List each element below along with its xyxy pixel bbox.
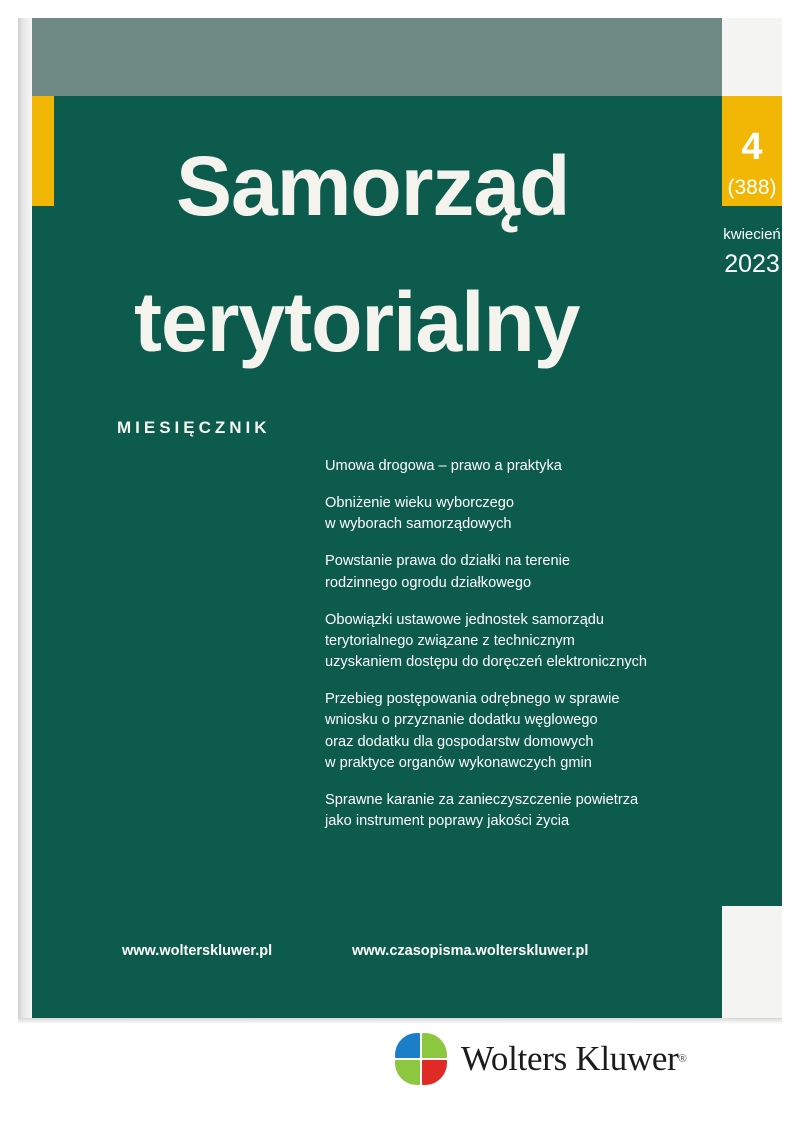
contents-entry-line: jako instrument poprawy jakości życia [325, 813, 570, 830]
contents-entry[interactable] [325, 790, 715, 832]
contents-entry-line: w praktyce organów wykonawczych gmin [325, 754, 592, 771]
contents-entry[interactable] [325, 493, 715, 535]
contents-entry-line: Umowa drogowa – prawo a praktyka [325, 458, 562, 474]
contents-entry-line: Przebieg postępowania odrębnego w sprawie [325, 691, 620, 708]
contents-entry-line: Powstanie prawa do działki na terenie [325, 553, 570, 570]
cover-top-band-right [722, 18, 782, 96]
contents-entry-line: terytorialnego związane z technicznym [325, 632, 575, 649]
cover-contents-list [325, 456, 715, 848]
url-wolterskluwer[interactable]: www.wolterskluwer.pl [122, 943, 273, 959]
issue-info-column [722, 206, 782, 906]
cover-right-bottom-strip [722, 906, 782, 1018]
url-czasopisma[interactable]: www.czasopisma.wolterskluwer.pl [352, 943, 589, 959]
publisher-name: Wolters Kluwer [461, 1039, 679, 1078]
contents-entry[interactable] [325, 610, 715, 673]
contents-entry-line: wniosku o przyznanie dodatku węglowego [325, 712, 598, 729]
contents-entry-line: oraz dodatku dla gospodarstw domowych [325, 733, 594, 750]
contents-entry[interactable] [325, 456, 715, 477]
cover-bottom-shadow [18, 1018, 782, 1024]
cover-top-band [32, 18, 722, 96]
contents-entry[interactable] [325, 689, 715, 774]
wolters-kluwer-logo-icon [395, 1033, 447, 1085]
issue-month: kwiecień [723, 226, 781, 243]
contents-entry-line: w wyborach samorządowych [325, 516, 512, 533]
contents-entry[interactable] [325, 551, 715, 593]
issue-number-alt: (388) [727, 176, 777, 199]
publisher-logo [395, 1028, 687, 1090]
contents-entry-line: Sprawne karanie za zanieczyszczenie powietrza [325, 791, 639, 808]
contents-entry-line: uzyskaniem dostępu do doręczeń elektronicznych [325, 654, 648, 671]
magazine-cover [18, 18, 782, 1018]
book-spine [18, 18, 32, 1018]
yellow-accent-left [32, 96, 54, 206]
registered-mark: ® [678, 1053, 687, 1065]
issue-number: 4 [741, 126, 763, 168]
contents-entry-line: rodzinnego ogrodu działkowego [325, 574, 532, 591]
magazine-title-line-1: Samorząd [176, 139, 570, 233]
contents-entry-line: Obowiązki ustawowe jednostek samorządu [325, 611, 605, 628]
contents-entry-line: Obniżenie wieku wyborczego [325, 495, 515, 512]
magazine-title-line-2: terytorialny [134, 275, 580, 369]
magazine-subtitle: MIESIĘCZNIK [117, 418, 271, 437]
issue-year: 2023 [724, 250, 780, 278]
